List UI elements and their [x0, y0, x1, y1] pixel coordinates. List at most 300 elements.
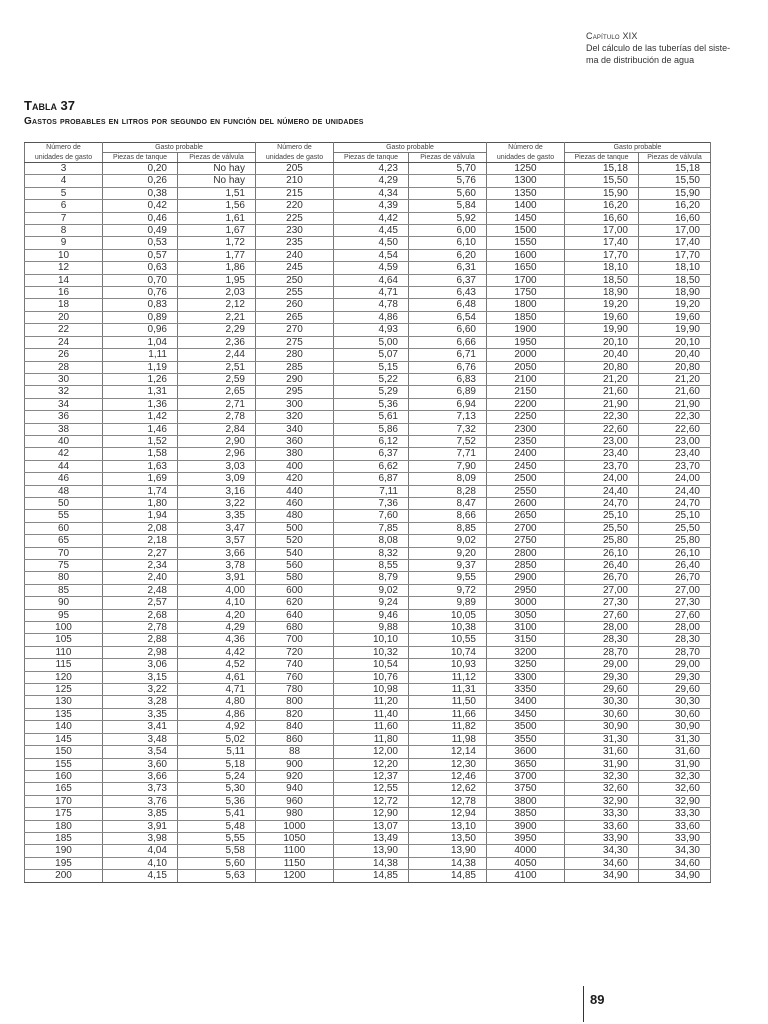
col-header-unidades-3: unidades de gasto — [487, 153, 565, 163]
cell-unidades-1: 5 — [25, 187, 103, 199]
cell-tanque-3: 24,00 — [565, 473, 639, 485]
cell-unidades-1: 48 — [25, 485, 103, 497]
cell-unidades-1: 100 — [25, 622, 103, 634]
cell-valvula-2: 12,30 — [409, 758, 487, 770]
cell-tanque-1: 4,10 — [103, 857, 178, 869]
cell-unidades-1: 95 — [25, 609, 103, 621]
cell-tanque-2: 4,50 — [334, 237, 409, 249]
table-row — [25, 609, 711, 621]
cell-tanque-2: 8,32 — [334, 547, 409, 559]
cell-unidades-2: 860 — [256, 733, 334, 745]
cell-tanque-1: 3,85 — [103, 808, 178, 820]
cell-tanque-2: 4,86 — [334, 311, 409, 323]
cell-unidades-2: 620 — [256, 597, 334, 609]
cell-tanque-1: 1,63 — [103, 460, 178, 472]
cell-unidades-1: 105 — [25, 634, 103, 646]
cell-valvula-2: 11,66 — [409, 708, 487, 720]
cell-unidades-3: 1550 — [487, 237, 565, 249]
cell-valvula-3: 18,10 — [639, 262, 711, 274]
cell-tanque-2: 11,60 — [334, 721, 409, 733]
cell-valvula-2: 7,52 — [409, 435, 487, 447]
cell-tanque-2: 7,36 — [334, 497, 409, 509]
cell-tanque-1: 4,15 — [103, 870, 178, 882]
cell-valvula-1: 4,86 — [178, 708, 256, 720]
cell-valvula-2: 10,74 — [409, 646, 487, 658]
cell-valvula-2: 6,43 — [409, 287, 487, 299]
cell-valvula-2: 6,83 — [409, 373, 487, 385]
cell-tanque-1: 0,20 — [103, 163, 178, 175]
cell-valvula-2: 6,76 — [409, 361, 487, 373]
cell-unidades-1: 75 — [25, 560, 103, 572]
cell-unidades-3: 3200 — [487, 646, 565, 658]
col-header-tanque-2: Piezas de tanque — [334, 153, 409, 163]
cell-tanque-3: 15,50 — [565, 175, 639, 187]
cell-valvula-1: 1,67 — [178, 225, 256, 237]
cell-valvula-3: 26,10 — [639, 547, 711, 559]
cell-valvula-1: 5,55 — [178, 832, 256, 844]
cell-tanque-1: 2,08 — [103, 522, 178, 534]
cell-tanque-2: 5,61 — [334, 411, 409, 423]
cell-tanque-3: 34,90 — [565, 870, 639, 882]
cell-unidades-3: 3150 — [487, 634, 565, 646]
cell-tanque-3: 16,60 — [565, 212, 639, 224]
table-row — [25, 671, 711, 683]
running-header — [586, 30, 756, 66]
cell-valvula-1: 4,10 — [178, 597, 256, 609]
cell-valvula-3: 19,60 — [639, 311, 711, 323]
cell-unidades-1: 40 — [25, 435, 103, 447]
cell-tanque-3: 33,60 — [565, 820, 639, 832]
cell-valvula-1: 5,58 — [178, 845, 256, 857]
cell-unidades-1: 44 — [25, 460, 103, 472]
cell-valvula-2: 6,10 — [409, 237, 487, 249]
cell-tanque-3: 30,30 — [565, 696, 639, 708]
cell-unidades-1: 200 — [25, 870, 103, 882]
cell-tanque-3: 27,60 — [565, 609, 639, 621]
cell-unidades-2: 245 — [256, 262, 334, 274]
table-row — [25, 622, 711, 634]
cell-tanque-3: 18,10 — [565, 262, 639, 274]
cell-tanque-3: 22,60 — [565, 423, 639, 435]
cell-valvula-2: 12,62 — [409, 783, 487, 795]
table-row — [25, 237, 711, 249]
cell-unidades-1: 9 — [25, 237, 103, 249]
cell-valvula-1: 1,56 — [178, 200, 256, 212]
cell-valvula-3: 20,40 — [639, 349, 711, 361]
cell-valvula-3: 27,00 — [639, 584, 711, 596]
cell-valvula-2: 6,48 — [409, 299, 487, 311]
table-row — [25, 249, 711, 261]
cell-tanque-2: 8,55 — [334, 560, 409, 572]
table-row — [25, 845, 711, 857]
cell-valvula-2: 11,98 — [409, 733, 487, 745]
table-row — [25, 733, 711, 745]
cell-unidades-1: 115 — [25, 659, 103, 671]
cell-tanque-3: 26,40 — [565, 560, 639, 572]
cell-tanque-2: 5,36 — [334, 398, 409, 410]
cell-unidades-3: 3850 — [487, 808, 565, 820]
table-row — [25, 584, 711, 596]
cell-unidades-1: 190 — [25, 845, 103, 857]
cell-tanque-1: 1,80 — [103, 497, 178, 509]
cell-valvula-2: 6,37 — [409, 274, 487, 286]
cell-tanque-3: 29,30 — [565, 671, 639, 683]
table-row — [25, 808, 711, 820]
cell-valvula-1: 4,52 — [178, 659, 256, 671]
cell-valvula-2: 11,50 — [409, 696, 487, 708]
cell-tanque-1: 0,26 — [103, 175, 178, 187]
cell-valvula-3: 29,60 — [639, 684, 711, 696]
cell-tanque-1: 3,66 — [103, 770, 178, 782]
cell-valvula-2: 8,28 — [409, 485, 487, 497]
cell-unidades-3: 1700 — [487, 274, 565, 286]
cell-valvula-2: 8,85 — [409, 522, 487, 534]
cell-valvula-1: 4,92 — [178, 721, 256, 733]
cell-tanque-3: 23,70 — [565, 460, 639, 472]
cell-tanque-2: 5,15 — [334, 361, 409, 373]
cell-unidades-1: 85 — [25, 584, 103, 596]
cell-valvula-2: 10,05 — [409, 609, 487, 621]
col-header-gasto-2: Gasto probable — [334, 143, 487, 153]
cell-unidades-2: 700 — [256, 634, 334, 646]
cell-unidades-2: 360 — [256, 435, 334, 447]
cell-valvula-2: 7,13 — [409, 411, 487, 423]
cell-unidades-2: 300 — [256, 398, 334, 410]
table-row — [25, 795, 711, 807]
cell-valvula-3: 29,30 — [639, 671, 711, 683]
cell-valvula-3: 31,90 — [639, 758, 711, 770]
cell-unidades-3: 2550 — [487, 485, 565, 497]
cell-tanque-2: 12,72 — [334, 795, 409, 807]
cell-unidades-1: 16 — [25, 287, 103, 299]
cell-tanque-1: 1,11 — [103, 349, 178, 361]
cell-unidades-2: 680 — [256, 622, 334, 634]
cell-unidades-2: 740 — [256, 659, 334, 671]
cell-unidades-2: 900 — [256, 758, 334, 770]
cell-unidades-2: 215 — [256, 187, 334, 199]
cell-unidades-2: 220 — [256, 200, 334, 212]
col-header-tanque-1: Piezas de tanque — [103, 153, 178, 163]
cell-valvula-1: 2,71 — [178, 398, 256, 410]
table-row — [25, 299, 711, 311]
cell-unidades-1: 42 — [25, 448, 103, 460]
table-row — [25, 758, 711, 770]
cell-tanque-3: 25,50 — [565, 522, 639, 534]
cell-valvula-3: 16,20 — [639, 200, 711, 212]
cell-unidades-1: 155 — [25, 758, 103, 770]
table-row — [25, 560, 711, 572]
cell-unidades-2: 500 — [256, 522, 334, 534]
cell-tanque-1: 3,98 — [103, 832, 178, 844]
cell-valvula-1: 2,90 — [178, 435, 256, 447]
cell-tanque-2: 9,02 — [334, 584, 409, 596]
cell-unidades-2: 1100 — [256, 845, 334, 857]
cell-unidades-1: 70 — [25, 547, 103, 559]
cell-tanque-1: 0,46 — [103, 212, 178, 224]
cell-unidades-1: 185 — [25, 832, 103, 844]
cell-unidades-2: 290 — [256, 373, 334, 385]
cell-valvula-2: 5,84 — [409, 200, 487, 212]
cell-unidades-2: 280 — [256, 349, 334, 361]
cell-valvula-3: 21,60 — [639, 386, 711, 398]
cell-valvula-2: 6,31 — [409, 262, 487, 274]
cell-tanque-3: 33,30 — [565, 808, 639, 820]
cell-tanque-3: 32,90 — [565, 795, 639, 807]
cell-valvula-2: 10,93 — [409, 659, 487, 671]
cell-valvula-3: 22,30 — [639, 411, 711, 423]
cell-tanque-3: 23,00 — [565, 435, 639, 447]
cell-valvula-3: 20,10 — [639, 336, 711, 348]
table-caption: Gastos probables en litros por segundo en función del número de unidades — [24, 116, 364, 127]
cell-tanque-1: 0,42 — [103, 200, 178, 212]
cell-unidades-2: 600 — [256, 584, 334, 596]
cell-unidades-2: 460 — [256, 497, 334, 509]
cell-unidades-2: 270 — [256, 324, 334, 336]
cell-unidades-1: 55 — [25, 510, 103, 522]
cell-valvula-3: 34,30 — [639, 845, 711, 857]
table-row — [25, 423, 711, 435]
table-title: Tabla 37 — [24, 98, 76, 113]
cell-valvula-3: 34,90 — [639, 870, 711, 882]
cell-unidades-1: 22 — [25, 324, 103, 336]
page-number: 89 — [583, 986, 604, 1022]
cell-unidades-2: 225 — [256, 212, 334, 224]
cell-unidades-3: 1750 — [487, 287, 565, 299]
cell-valvula-3: 27,60 — [639, 609, 711, 621]
cell-valvula-3: 16,60 — [639, 212, 711, 224]
cell-unidades-3: 2150 — [487, 386, 565, 398]
cell-tanque-2: 14,38 — [334, 857, 409, 869]
cell-tanque-1: 0,83 — [103, 299, 178, 311]
cell-valvula-3: 23,00 — [639, 435, 711, 447]
cell-unidades-1: 12 — [25, 262, 103, 274]
cell-valvula-1: 2,03 — [178, 287, 256, 299]
cell-unidades-2: 1000 — [256, 820, 334, 832]
cell-valvula-2: 8,47 — [409, 497, 487, 509]
cell-unidades-3: 2950 — [487, 584, 565, 596]
cell-valvula-2: 12,46 — [409, 770, 487, 782]
cell-tanque-2: 9,46 — [334, 609, 409, 621]
table-row — [25, 684, 711, 696]
cell-tanque-2: 4,39 — [334, 200, 409, 212]
table-row — [25, 435, 711, 447]
cell-tanque-2: 6,37 — [334, 448, 409, 460]
cell-tanque-1: 1,74 — [103, 485, 178, 497]
cell-tanque-3: 17,40 — [565, 237, 639, 249]
col-header-numero-3: Número de — [487, 143, 565, 153]
cell-valvula-2: 12,94 — [409, 808, 487, 820]
cell-tanque-3: 20,40 — [565, 349, 639, 361]
cell-valvula-2: 9,55 — [409, 572, 487, 584]
cell-tanque-2: 11,80 — [334, 733, 409, 745]
cell-tanque-1: 2,57 — [103, 597, 178, 609]
cell-unidades-3: 3100 — [487, 622, 565, 634]
cell-valvula-2: 9,37 — [409, 560, 487, 572]
cell-unidades-3: 1900 — [487, 324, 565, 336]
cell-tanque-3: 34,30 — [565, 845, 639, 857]
cell-unidades-1: 10 — [25, 249, 103, 261]
cell-tanque-1: 2,88 — [103, 634, 178, 646]
cell-tanque-2: 9,88 — [334, 622, 409, 634]
cell-unidades-3: 3000 — [487, 597, 565, 609]
table-row — [25, 832, 711, 844]
cell-unidades-3: 3800 — [487, 795, 565, 807]
cell-tanque-3: 27,30 — [565, 597, 639, 609]
cell-unidades-3: 3250 — [487, 659, 565, 671]
table-row — [25, 820, 711, 832]
cell-unidades-1: 26 — [25, 349, 103, 361]
cell-valvula-3: 17,00 — [639, 225, 711, 237]
cell-valvula-2: 13,90 — [409, 845, 487, 857]
cell-tanque-2: 10,76 — [334, 671, 409, 683]
cell-tanque-3: 15,18 — [565, 163, 639, 175]
cell-unidades-3: 3450 — [487, 708, 565, 720]
cell-tanque-1: 2,48 — [103, 584, 178, 596]
cell-unidades-2: 940 — [256, 783, 334, 795]
cell-tanque-1: 0,63 — [103, 262, 178, 274]
cell-tanque-1: 1,36 — [103, 398, 178, 410]
cell-tanque-2: 4,64 — [334, 274, 409, 286]
cell-valvula-2: 8,09 — [409, 473, 487, 485]
cell-tanque-3: 31,30 — [565, 733, 639, 745]
cell-unidades-2: 275 — [256, 336, 334, 348]
cell-tanque-1: 3,35 — [103, 708, 178, 720]
cell-valvula-2: 11,82 — [409, 721, 487, 733]
table-row — [25, 721, 711, 733]
cell-valvula-1: 3,78 — [178, 560, 256, 572]
cell-tanque-1: 2,68 — [103, 609, 178, 621]
cell-tanque-3: 31,90 — [565, 758, 639, 770]
table-row — [25, 659, 711, 671]
cell-unidades-1: 8 — [25, 225, 103, 237]
cell-tanque-1: 0,89 — [103, 311, 178, 323]
cell-unidades-1: 4 — [25, 175, 103, 187]
cell-unidades-2: 820 — [256, 708, 334, 720]
chapter-subtitle-line-2: ma de distribución de agua — [586, 55, 695, 65]
cell-valvula-3: 15,90 — [639, 187, 711, 199]
cell-valvula-2: 14,38 — [409, 857, 487, 869]
cell-tanque-1: 1,19 — [103, 361, 178, 373]
cell-tanque-3: 16,20 — [565, 200, 639, 212]
cell-valvula-3: 25,80 — [639, 535, 711, 547]
cell-unidades-3: 3950 — [487, 832, 565, 844]
cell-tanque-3: 18,90 — [565, 287, 639, 299]
cell-valvula-2: 6,54 — [409, 311, 487, 323]
cell-unidades-3: 3300 — [487, 671, 565, 683]
chapter-label: Capítulo XIX — [586, 31, 638, 41]
cell-valvula-2: 9,89 — [409, 597, 487, 609]
cell-unidades-1: 34 — [25, 398, 103, 410]
cell-valvula-3: 30,60 — [639, 708, 711, 720]
cell-valvula-3: 28,30 — [639, 634, 711, 646]
cell-valvula-1: 4,29 — [178, 622, 256, 634]
cell-valvula-1: 5,02 — [178, 733, 256, 745]
table-row — [25, 510, 711, 522]
cell-valvula-3: 23,70 — [639, 460, 711, 472]
cell-unidades-3: 2700 — [487, 522, 565, 534]
cell-valvula-1: 2,65 — [178, 386, 256, 398]
table-row — [25, 448, 711, 460]
cell-unidades-2: 920 — [256, 770, 334, 782]
cell-valvula-3: 19,90 — [639, 324, 711, 336]
cell-valvula-1: 3,91 — [178, 572, 256, 584]
cell-valvula-1: 4,36 — [178, 634, 256, 646]
cell-unidades-2: 960 — [256, 795, 334, 807]
cell-valvula-1: 2,78 — [178, 411, 256, 423]
cell-unidades-1: 145 — [25, 733, 103, 745]
cell-unidades-3: 1850 — [487, 311, 565, 323]
cell-unidades-3: 3050 — [487, 609, 565, 621]
table-row — [25, 473, 711, 485]
cell-valvula-3: 24,70 — [639, 497, 711, 509]
cell-unidades-3: 1450 — [487, 212, 565, 224]
cell-unidades-3: 4050 — [487, 857, 565, 869]
cell-valvula-2: 7,32 — [409, 423, 487, 435]
cell-tanque-1: 0,53 — [103, 237, 178, 249]
cell-valvula-3: 20,80 — [639, 361, 711, 373]
table-row — [25, 547, 711, 559]
cell-tanque-3: 17,70 — [565, 249, 639, 261]
cell-unidades-1: 46 — [25, 473, 103, 485]
cell-tanque-2: 7,85 — [334, 522, 409, 534]
cell-unidades-3: 1950 — [487, 336, 565, 348]
cell-valvula-1: 4,00 — [178, 584, 256, 596]
cell-valvula-1: 1,51 — [178, 187, 256, 199]
cell-unidades-2: 1150 — [256, 857, 334, 869]
cell-unidades-2: 380 — [256, 448, 334, 460]
col-header-tanque-3: Piezas de tanque — [565, 153, 639, 163]
cell-tanque-3: 28,30 — [565, 634, 639, 646]
cell-valvula-1: 5,41 — [178, 808, 256, 820]
cell-valvula-2: 13,50 — [409, 832, 487, 844]
cell-valvula-3: 34,60 — [639, 857, 711, 869]
cell-tanque-3: 15,90 — [565, 187, 639, 199]
cell-tanque-2: 4,29 — [334, 175, 409, 187]
cell-unidades-1: 65 — [25, 535, 103, 547]
cell-tanque-1: 1,42 — [103, 411, 178, 423]
cell-valvula-1: 3,57 — [178, 535, 256, 547]
cell-tanque-2: 4,54 — [334, 249, 409, 261]
cell-valvula-1: 4,80 — [178, 696, 256, 708]
table-row — [25, 634, 711, 646]
cell-valvula-1: 5,24 — [178, 770, 256, 782]
cell-tanque-3: 33,90 — [565, 832, 639, 844]
table-row — [25, 212, 711, 224]
cell-tanque-3: 29,00 — [565, 659, 639, 671]
cell-valvula-2: 5,92 — [409, 212, 487, 224]
cell-valvula-2: 5,60 — [409, 187, 487, 199]
cell-unidades-2: 840 — [256, 721, 334, 733]
cell-unidades-3: 3350 — [487, 684, 565, 696]
cell-tanque-2: 5,07 — [334, 349, 409, 361]
cell-tanque-3: 25,80 — [565, 535, 639, 547]
cell-valvula-3: 25,50 — [639, 522, 711, 534]
cell-valvula-1: 2,96 — [178, 448, 256, 460]
cell-unidades-1: 50 — [25, 497, 103, 509]
cell-unidades-3: 3900 — [487, 820, 565, 832]
cell-valvula-1: 2,84 — [178, 423, 256, 435]
cell-tanque-3: 20,80 — [565, 361, 639, 373]
cell-valvula-2: 6,60 — [409, 324, 487, 336]
cell-unidades-2: 320 — [256, 411, 334, 423]
cell-valvula-3: 28,70 — [639, 646, 711, 658]
cell-valvula-2: 9,02 — [409, 535, 487, 547]
cell-unidades-2: 760 — [256, 671, 334, 683]
cell-valvula-3: 30,30 — [639, 696, 711, 708]
cell-tanque-1: 3,60 — [103, 758, 178, 770]
cell-unidades-1: 80 — [25, 572, 103, 584]
cell-tanque-3: 24,40 — [565, 485, 639, 497]
